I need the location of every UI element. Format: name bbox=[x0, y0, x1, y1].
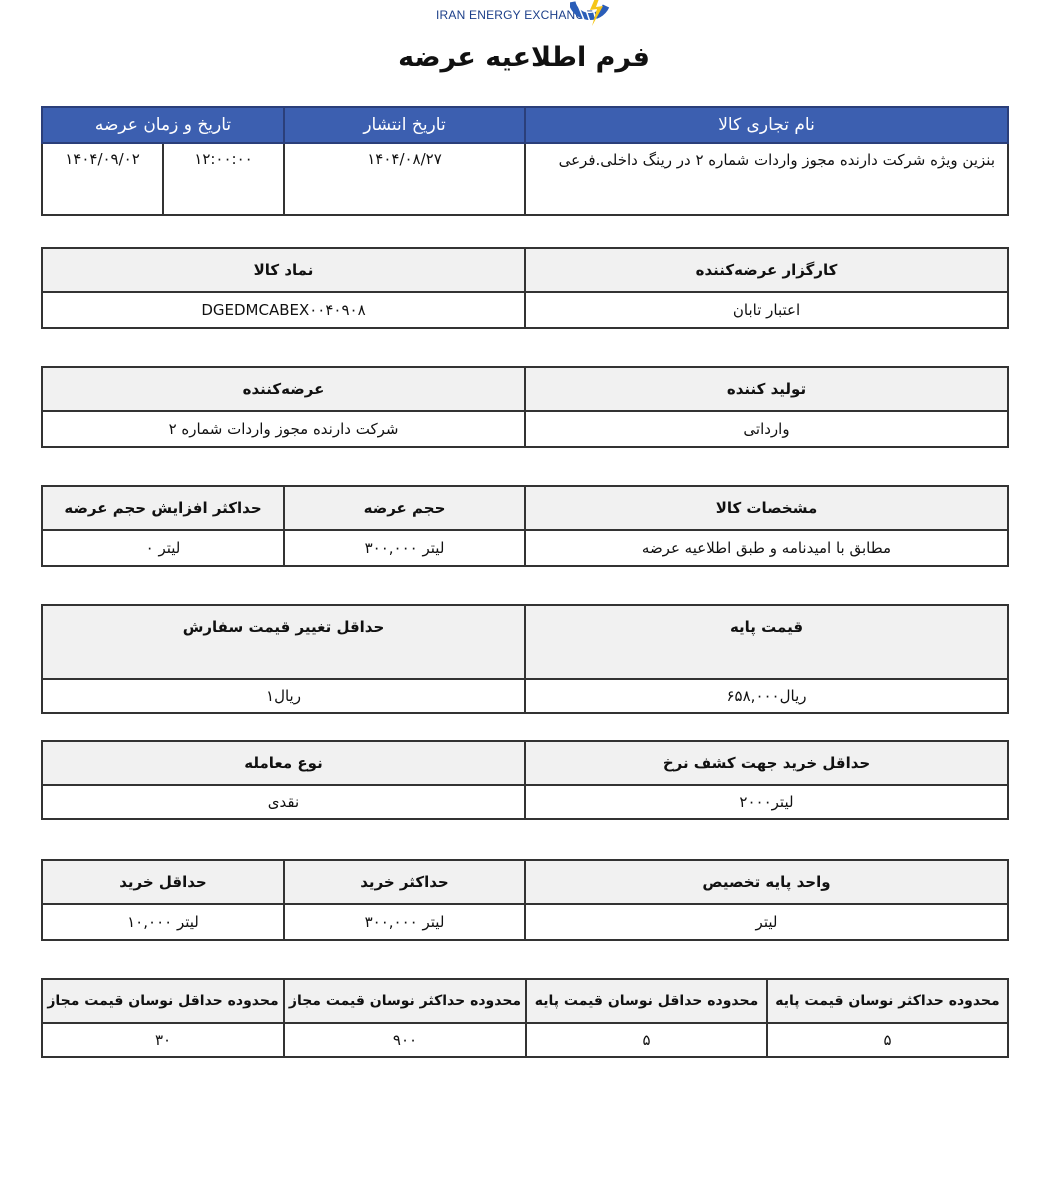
header-publish-date: تاریخ انتشار bbox=[284, 107, 525, 143]
min-price-change-value: ریال۱ bbox=[42, 679, 525, 713]
header-base-price: قیمت پایه bbox=[525, 605, 1008, 679]
logo-text: IRAN ENERGY EXCHANGE bbox=[436, 8, 594, 22]
header-symbol: نماد کالا bbox=[42, 248, 525, 292]
broker-symbol-table bbox=[41, 247, 1009, 329]
header-commodity-name: نام تجاری کالا bbox=[525, 107, 1008, 143]
producer-supplier-table bbox=[41, 366, 1009, 448]
min-base-fluctuation-value: ۵ bbox=[526, 1023, 767, 1057]
header-specs: مشخصات کالا bbox=[525, 486, 1008, 530]
max-base-fluctuation-value: ۵ bbox=[767, 1023, 1008, 1057]
header-max-base-fluctuation: محدوده حداکثر نوسان قیمت پایه bbox=[767, 979, 1008, 1023]
header-offer-datetime: تاریخ و زمان عرضه bbox=[42, 107, 284, 143]
base-price-value: ریال۶۵۸,۰۰۰ bbox=[525, 679, 1008, 713]
header-allocation-unit: واحد پایه تخصیص bbox=[525, 860, 1008, 904]
header-volume: حجم عرضه bbox=[284, 486, 525, 530]
header-max-allowed-fluctuation: محدوده حداکثر نوسان قیمت مجاز bbox=[284, 979, 526, 1023]
header-min-allowed-fluctuation: محدوده حداقل نوسان قیمت مجاز bbox=[42, 979, 284, 1023]
offer-time-value: ۱۲:۰۰:۰۰ bbox=[163, 143, 284, 215]
header-min-purchase-discovery: حداقل خرید جهت کشف نرخ bbox=[525, 741, 1008, 785]
min-purchase-value: لیتر ۱۰,۰۰۰ bbox=[42, 904, 284, 940]
header-max-purchase: حداکثر خرید bbox=[284, 860, 525, 904]
header-min-base-fluctuation: محدوده حداقل نوسان قیمت پایه bbox=[526, 979, 767, 1023]
price-table bbox=[41, 604, 1009, 714]
trade-type-table bbox=[41, 740, 1009, 820]
iran-energy-exchange-logo bbox=[436, 0, 616, 34]
broker-value: اعتبار تابان bbox=[525, 292, 1008, 328]
publish-date-value: ۱۴۰۴/۰۸/۲۷ bbox=[284, 143, 525, 215]
offer-date-value: ۱۴۰۴/۰۹/۰۲ bbox=[42, 143, 163, 215]
min-allowed-fluctuation-value: ۳۰ bbox=[42, 1023, 284, 1057]
header-min-purchase: حداقل خرید bbox=[42, 860, 284, 904]
header-supplier: عرضه‌کننده bbox=[42, 367, 525, 411]
specs-value: مطابق با امیدنامه و طبق اطلاعیه عرضه bbox=[525, 530, 1008, 566]
header-producer: تولید کننده bbox=[525, 367, 1008, 411]
allocation-unit-value: لیتر bbox=[525, 904, 1008, 940]
symbol-value: DGEDMCABEX۰۰۴۰۹۰۸ bbox=[42, 292, 525, 328]
commodity-info-table bbox=[41, 106, 1009, 216]
header-min-price-change: حداقل تغییر قیمت سفارش bbox=[42, 605, 525, 679]
allocation-purchase-table bbox=[41, 859, 1009, 941]
volume-value: لیتر ۳۰۰,۰۰۰ bbox=[284, 530, 525, 566]
price-range-table bbox=[41, 978, 1009, 1058]
energy-exchange-logo-icon bbox=[570, 0, 610, 32]
commodity-name-value: بنزین ویژه شرکت دارنده مجوز واردات شماره ۲ در رینگ داخلی.فرعی bbox=[525, 143, 1008, 215]
header-broker: کارگزار عرضه‌کننده bbox=[525, 248, 1008, 292]
trade-type-value: نقدی bbox=[42, 785, 525, 819]
producer-value: وارداتی bbox=[525, 411, 1008, 447]
max-volume-increase-value: لیتر ۰ bbox=[42, 530, 284, 566]
max-allowed-fluctuation-value: ۹۰۰ bbox=[284, 1023, 526, 1057]
header-trade-type: نوع معامله bbox=[42, 741, 525, 785]
max-purchase-value: لیتر ۳۰۰,۰۰۰ bbox=[284, 904, 525, 940]
header-max-volume-increase: حداکثر افزایش حجم عرضه bbox=[42, 486, 284, 530]
specs-volume-table bbox=[41, 485, 1009, 567]
supplier-value: شرکت دارنده مجوز واردات شماره ۲ bbox=[42, 411, 525, 447]
min-purchase-discovery-value: لیتر۲۰۰۰ bbox=[525, 785, 1008, 819]
page-title: فرم اطلاعیه عرضه bbox=[398, 42, 650, 73]
